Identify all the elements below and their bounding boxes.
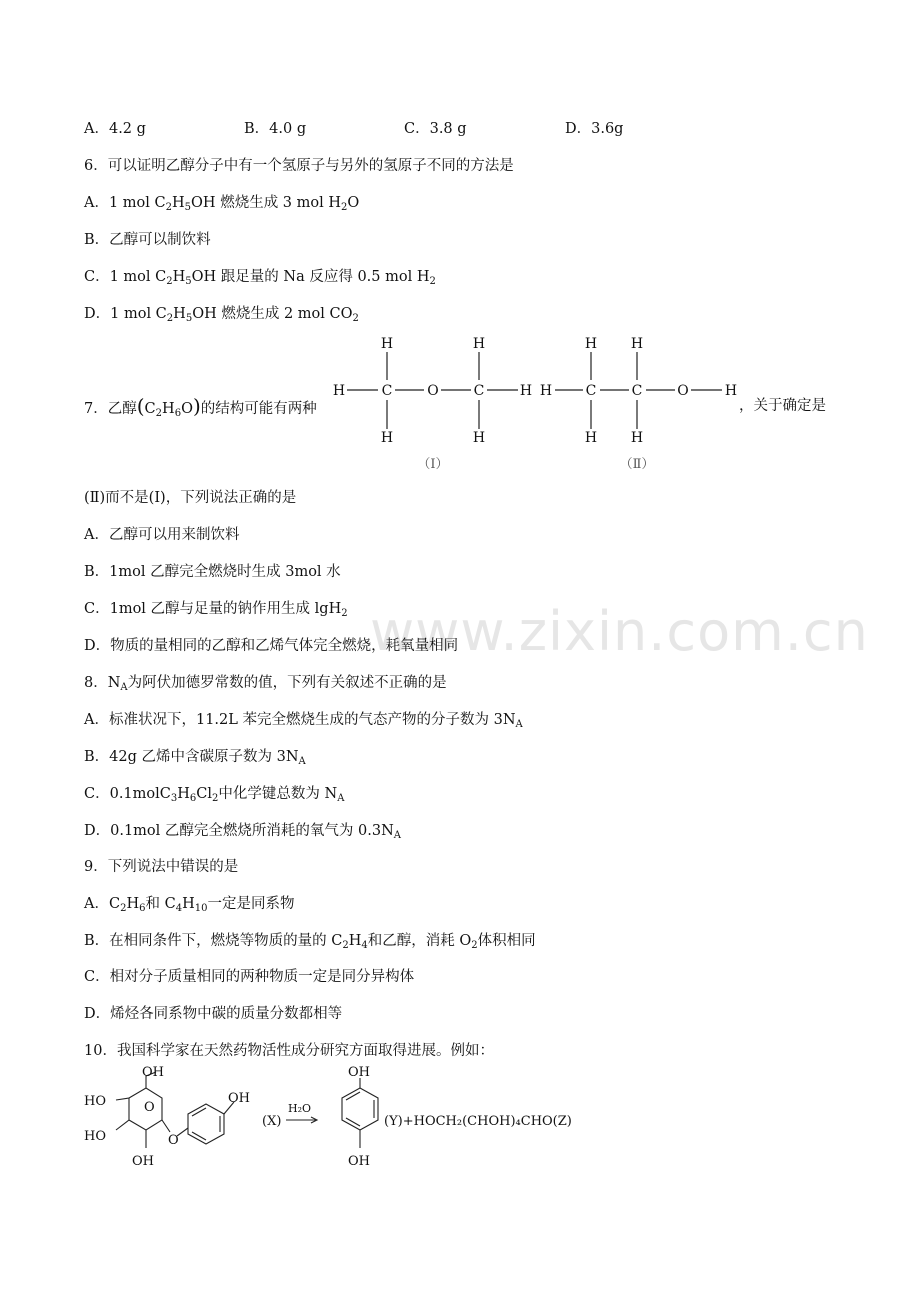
q8-option-c: C．$0.1molC_3H_6Cl_2$中化学键总数为 $N_A$ (84, 786, 345, 804)
reaction-labels (84, 1065, 572, 1169)
ho-label: HO (84, 1094, 106, 1109)
atom-h: H (630, 430, 644, 446)
q8-option-a: A．标准状况下，11.2L 苯完全燃烧生成的气态产物的分子数为 $3N_A$ (84, 712, 523, 730)
atom-h: H (584, 336, 598, 352)
q9-option-b: B．在相同条件下，燃烧等物质的量的 $C_2H_4$和乙醇，消耗 $O_2$体积相同 (84, 933, 536, 951)
reagent-label: H₂O (288, 1102, 312, 1115)
atom-c: C (381, 383, 393, 399)
product-label: (Y)+HOCH₂(CHOH)₄CHO(Z) (384, 1114, 572, 1129)
q5-option-d: D．3.6g (565, 121, 624, 137)
q5-options (84, 119, 844, 139)
bonds (347, 352, 722, 429)
atom-h: H (472, 430, 486, 446)
atom-h: H (724, 383, 738, 399)
q5-option-b: B．4.0 g (244, 121, 307, 137)
atom-h: H (332, 383, 346, 399)
atom-h: H (519, 383, 533, 399)
reaction-bonds (116, 1072, 378, 1148)
q8-stem: 8．$N_A$为阿伏加德罗常数的值，下列有关叙述不正确的是 (84, 675, 447, 693)
q6-option-c: C．1 mol $C_2H_5OH$ 跟足量的 Na 反应得 0.5 mol $H_2$ (84, 269, 436, 287)
oh-label: OH (132, 1154, 154, 1169)
q8-option-d: D．0.1mol 乙醇完全燃烧所消耗的氧气为 $0.3N_A$ (84, 823, 402, 841)
q7-option-a: A．乙醇可以用来制饮料 (84, 527, 240, 543)
q6-option-b: B．乙醇可以制饮料 (84, 232, 211, 248)
q9-option-d: D．烯烃各同系物中碳的质量分数都相等 (84, 1006, 343, 1022)
ethanol-structures-diagram (330, 332, 742, 474)
linkage-o-label: O (168, 1133, 179, 1148)
oh-label: OH (348, 1154, 370, 1169)
q5-option-a: A．4.2 g (84, 121, 146, 137)
ho-label: HO (84, 1129, 106, 1144)
reaction-scheme (80, 1064, 572, 1174)
q9-option-c: C．相对分子质量相同的两种物质一定是同分异构体 (84, 969, 415, 985)
atom-h: H (630, 336, 644, 352)
atom-o: O (427, 383, 439, 399)
atom-h: H (380, 336, 394, 352)
atom-o: O (677, 383, 689, 399)
q7-stem-cont: (Ⅱ)而不是(Ⅰ)，下列说法正确的是 (84, 490, 297, 506)
atom-c: C (473, 383, 485, 399)
q7-option-d: D．物质的量相同的乙醇和乙烯气体完全燃烧，耗氧量相同 (84, 638, 459, 654)
q6-option-d: D．1 mol $C_2H_5OH$ 燃烧生成 2 mol $CO_2$ (84, 306, 359, 324)
q10-stem: 10．我国科学家在天然药物活性成分研究方面取得进展。例如： (84, 1043, 494, 1059)
structure-label-1: （Ⅰ） (417, 457, 449, 472)
q9-option-a: A．$C_2H_6$和 $C_4H_{10}$一定是同系物 (84, 896, 295, 914)
q6-stem: 6．可以证明乙醇分子中有一个氢原子与另外的氢原子不同的方法是 (84, 158, 514, 174)
structure-label-2: （Ⅱ） (619, 457, 655, 472)
atom-c: C (585, 383, 597, 399)
q6-option-a: A．1 mol $C_2H_5OH$ 燃烧生成 3 mol $H_2O$ (84, 195, 360, 213)
atom-h: H (584, 430, 598, 446)
q7-option-c: C．1mol 乙醇与足量的钠作用生成 lgH$_2$ (84, 601, 348, 619)
atom-h: H (539, 383, 553, 399)
x-label: (X) (262, 1114, 282, 1129)
q8-option-b: B．42g 乙烯中含碳原子数为 $3N_A$ (84, 749, 306, 767)
q7-stem-end: ，关于确定是 (739, 398, 826, 414)
oh-label: OH (142, 1065, 164, 1080)
q5-option-c: C．3.8 g (404, 121, 467, 137)
ring-o-label: O (144, 1100, 155, 1115)
q7-option-b: B．1mol 乙醇完全燃烧时生成 3mol 水 (84, 564, 341, 580)
atom-h: H (380, 430, 394, 446)
oh-label: OH (348, 1065, 370, 1080)
oh-label: OH (228, 1091, 250, 1106)
atom-c: C (631, 383, 643, 399)
q9-stem: 9．下列说法中错误的是 (84, 859, 239, 875)
watermark: www.zixin.com.cn (370, 600, 869, 663)
q7-stem: 7．乙醇$(C_2H_6O)$的结构可能有两种 (84, 394, 317, 419)
atom-h: H (472, 336, 486, 352)
